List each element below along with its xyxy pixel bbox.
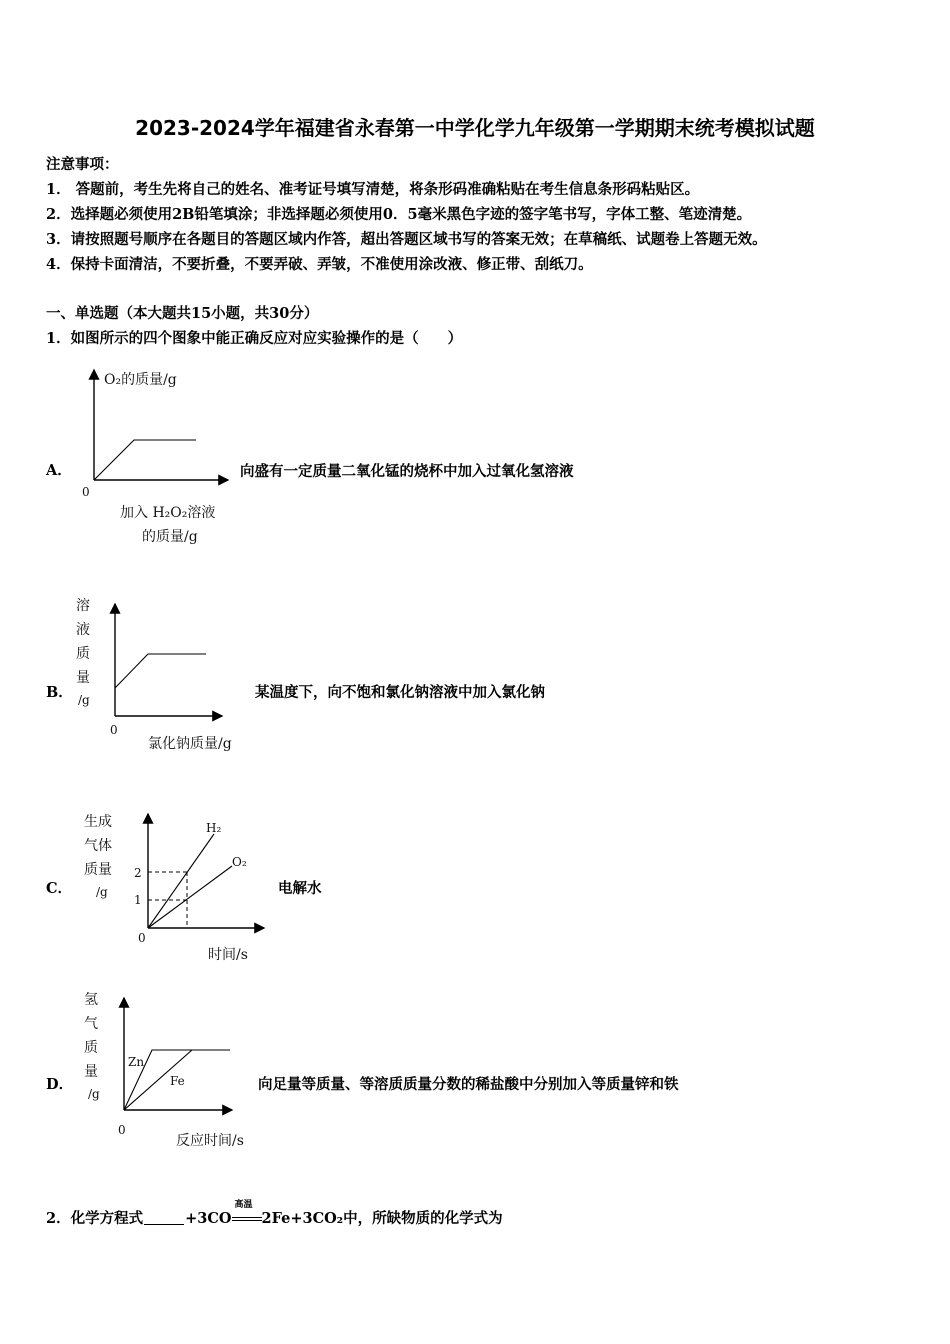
graph-c bbox=[70, 806, 270, 966]
y-label-char: /g bbox=[96, 885, 108, 899]
option-a-letter: A． bbox=[46, 462, 72, 479]
y-label-char: /g bbox=[78, 693, 90, 707]
origin-label: 0 bbox=[118, 1123, 126, 1137]
tick-label: 1 bbox=[134, 893, 142, 907]
option-c-letter: C． bbox=[46, 880, 73, 897]
series-h2-line bbox=[148, 834, 214, 928]
answer-blank[interactable] bbox=[144, 1210, 184, 1225]
origin-label: 0 bbox=[138, 931, 146, 945]
origin-label: 0 bbox=[82, 485, 90, 499]
option-d-description: 向足量等质量、等溶质质量分数的稀盐酸中分别加入等质量锌和铁 bbox=[258, 1076, 679, 1093]
tick-label: 2 bbox=[134, 866, 142, 880]
curve bbox=[94, 440, 196, 480]
x-label: 氯化钠质量/g bbox=[148, 736, 232, 752]
notice-heading: 注意事项： bbox=[46, 156, 119, 173]
option-a-description: 向盛有一定质量二氧化锰的烧杯中加入过氧化氢溶液 bbox=[240, 463, 574, 480]
y-label-char: 质 bbox=[84, 1040, 98, 1056]
option-c-description: 电解水 bbox=[278, 880, 322, 897]
option-d-letter: D． bbox=[46, 1076, 74, 1093]
section-heading: 一、单选题（本大题共15小题，共30分） bbox=[46, 305, 319, 322]
question-1-stem: 1．如图所示的四个图象中能正确反应对应实验操作的是（ ） bbox=[46, 330, 463, 347]
curve bbox=[115, 654, 206, 688]
y-label-char: 气体 bbox=[84, 838, 112, 854]
series-o2-label: O₂ bbox=[232, 855, 247, 869]
series-o2-line bbox=[148, 866, 232, 928]
equation-arrow bbox=[232, 1200, 262, 1225]
y-label-char: 气 bbox=[84, 1016, 98, 1032]
graph-b bbox=[70, 590, 260, 760]
series-fe-label: Fe bbox=[170, 1074, 185, 1088]
question-2 bbox=[46, 1200, 503, 1228]
notice-item: 4．保持卡面清洁，不要折叠，不要弄破、弄皱，不准使用涂改液、修正带、刮纸刀。 bbox=[46, 256, 593, 273]
series-h2-label: H₂ bbox=[206, 821, 222, 835]
y-label-char: 质 bbox=[76, 646, 90, 662]
y-label-char: 质量 bbox=[84, 862, 112, 878]
y-label-char: /g bbox=[88, 1087, 100, 1101]
y-label-char: 量 bbox=[76, 670, 90, 686]
y-label-char: 量 bbox=[84, 1064, 98, 1080]
equation-left: +3CO bbox=[185, 1210, 232, 1227]
x-label-line2: 的质量/g bbox=[142, 529, 198, 545]
x-label: 时间/s bbox=[208, 947, 248, 963]
y-label-char: 生成 bbox=[84, 814, 112, 830]
notice-item: 3．请按照题号顺序在各题目的答题区域内作答，超出答题区域书写的答案无效；在草稿纸、试题卷上答题无效。 bbox=[46, 231, 767, 248]
series-zn-label: Zn bbox=[128, 1055, 145, 1069]
x-label: 反应时间/s bbox=[176, 1133, 244, 1149]
y-label: O₂的质量/g bbox=[104, 372, 177, 388]
notice-item: 2．选择题必须使用2B铅笔填涂；非选择题必须使用0．5毫米黑色字迹的签字笔书写，字体工整、笔迹清楚。 bbox=[46, 206, 752, 223]
graph-d bbox=[70, 984, 270, 1154]
y-label-char: 溶 bbox=[76, 598, 90, 614]
reaction-condition: 高温 bbox=[234, 1200, 253, 1210]
question-2-prefix: 2．化学方程式 bbox=[46, 1210, 144, 1227]
option-b-letter: B． bbox=[46, 684, 73, 701]
page-title: 2023-2024学年福建省永春第一中学化学九年级第一学期期末统考模拟试题 bbox=[135, 116, 815, 140]
graph-a bbox=[70, 362, 240, 552]
y-label-char: 氢 bbox=[84, 992, 98, 1008]
origin-label: 0 bbox=[110, 723, 118, 737]
equation-right: 2Fe+3CO₂中，所缺物质的化学式为 bbox=[261, 1210, 503, 1227]
x-label-line1: 加入 H₂O₂溶液 bbox=[120, 505, 216, 521]
notice-item: 1． 答题前，考生先将自己的姓名、准考证号填写清楚，将条形码准确粘贴在考生信息条形码粘贴区。 bbox=[46, 181, 700, 198]
y-label-char: 液 bbox=[76, 622, 90, 638]
option-b-description: 某温度下，向不饱和氯化钠溶液中加入氯化钠 bbox=[255, 684, 545, 701]
